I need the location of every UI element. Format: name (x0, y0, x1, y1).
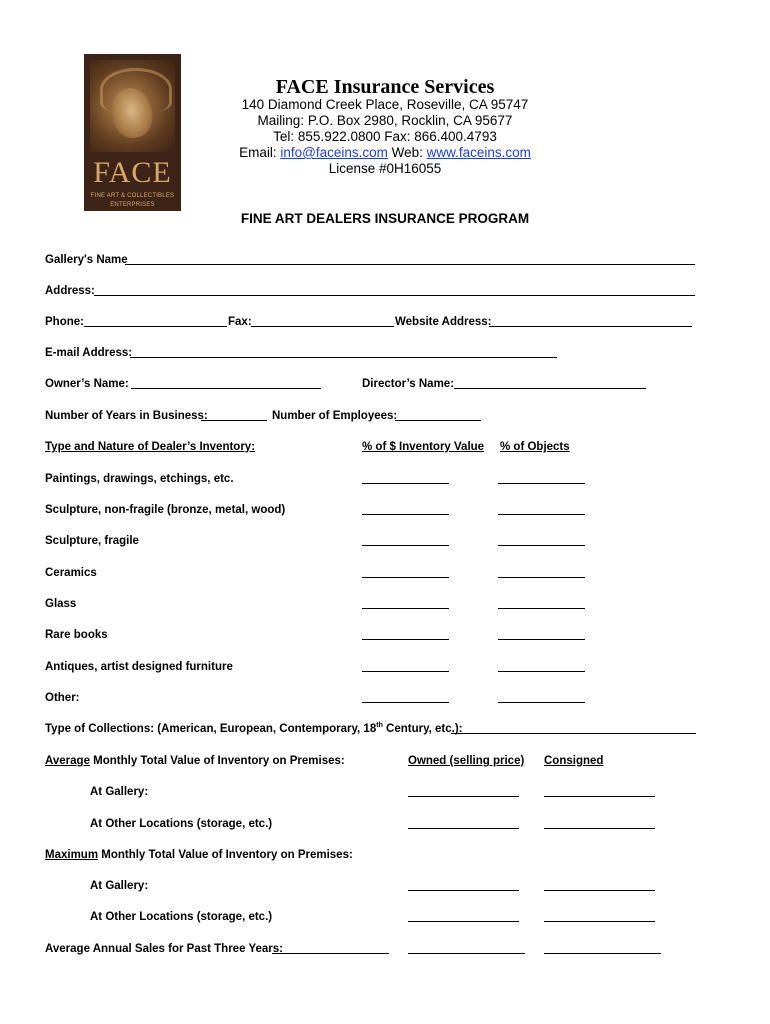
avg-at-gallery-label: At Gallery: (90, 786, 149, 798)
fax-field[interactable] (251, 326, 394, 327)
avg-gallery-consigned-field[interactable] (544, 796, 655, 797)
sales-year-2-field[interactable] (408, 953, 525, 954)
objects-field[interactable] (498, 702, 585, 703)
portrait-image (90, 60, 175, 152)
director-field[interactable] (454, 388, 646, 389)
max-other-locations-label: At Other Locations (storage, etc.) (90, 911, 273, 923)
license-number: License #0H16055 (328, 161, 442, 176)
inventory-value-field[interactable] (362, 514, 449, 515)
face-logo (84, 54, 181, 211)
sales-year-3-field[interactable] (544, 953, 661, 954)
objects-field[interactable] (498, 671, 585, 672)
email-address-field[interactable] (130, 357, 557, 358)
average-monthly-label: Average Monthly Total Value of Inventory on Premises: (45, 755, 345, 767)
collections-field[interactable] (451, 733, 696, 734)
years-label: Number of Years in Business: (45, 410, 208, 422)
contact-line (200, 145, 570, 161)
email-link[interactable]: info@faceins.com (280, 145, 388, 160)
phone-field[interactable] (84, 326, 227, 327)
years-field[interactable] (201, 420, 267, 421)
inventory-value-field[interactable] (362, 639, 449, 640)
employees-label: Number of Employees: (272, 410, 398, 422)
program-title: FINE ART DEALERS INSURANCE PROGRAM (240, 211, 530, 226)
email-label: Email: (239, 145, 281, 160)
website-label: Website Address: (395, 316, 492, 328)
objects-field[interactable] (498, 639, 585, 640)
inventory-row-label: Glass (45, 598, 77, 610)
email-address-label: E-mail Address: (45, 347, 133, 359)
inventory-row-label: Rare books (45, 629, 108, 641)
web-label: Web: (387, 145, 427, 160)
phone-label: Phone: (45, 316, 84, 328)
collections-label: Type of Collections: (American, European, Contemporary, 18th Century, etc.): (45, 722, 463, 735)
mailing-address: Mailing: P.O. Box 2980, Rocklin, CA 95677 (257, 113, 513, 128)
logo-wordmark: FACE (93, 156, 172, 189)
fax-label: Fax: (228, 316, 252, 328)
gallery-name-field[interactable] (125, 264, 695, 265)
website-link[interactable]: www.faceins.com (426, 145, 531, 160)
avg-other-owned-field[interactable] (408, 828, 519, 829)
inventory-value-field[interactable] (362, 483, 449, 484)
maximum-monthly-label: Maximum Monthly Total Value of Inventory on Premises: (45, 849, 353, 861)
inventory-row-label: Sculpture, non-fragile (bronze, metal, wood) (45, 504, 286, 516)
inventory-value-field[interactable] (362, 577, 449, 578)
employees-field[interactable] (395, 420, 481, 421)
inventory-value-field[interactable] (362, 608, 449, 609)
phone-fax: Tel: 855.922.0800 Fax: 866.400.4793 (273, 129, 497, 144)
avg-gallery-owned-field[interactable] (408, 796, 519, 797)
objects-field[interactable] (498, 545, 585, 546)
address-field[interactable] (94, 295, 695, 296)
owner-field[interactable] (131, 388, 321, 389)
logo-tagline: FINE ART & COLLECTIBLES (90, 193, 175, 199)
inventory-row-label: Paintings, drawings, etchings, etc. (45, 473, 234, 485)
inventory-row-label: Other: (45, 692, 80, 704)
consigned-header: Consigned (544, 755, 604, 767)
max-gallery-owned-field[interactable] (408, 890, 519, 891)
max-gallery-consigned-field[interactable] (544, 890, 655, 891)
company-name: FACE Insurance Services (275, 76, 495, 98)
inventory-row-label: Sculpture, fragile (45, 535, 139, 547)
avg-other-locations-label: At Other Locations (storage, etc.) (90, 818, 273, 830)
objects-field[interactable] (498, 608, 585, 609)
director-label: Director’s Name: (362, 378, 455, 390)
owner-label: Owner’s Name: (45, 378, 129, 390)
avg-other-consigned-field[interactable] (544, 828, 655, 829)
inventory-row-label: Antiques, artist designed furniture (45, 661, 233, 673)
inventory-value-field[interactable] (362, 671, 449, 672)
annual-sales-label: Average Annual Sales for Past Three Years: (45, 943, 283, 955)
owned-header: Owned (selling price) (408, 755, 525, 767)
max-other-owned-field[interactable] (408, 921, 519, 922)
inventory-value-header: % of $ Inventory Value (362, 441, 485, 453)
inventory-header: Type and Nature of Dealer’s Inventory: (45, 441, 256, 453)
objects-field[interactable] (498, 577, 585, 578)
max-at-gallery-label: At Gallery: (90, 880, 149, 892)
objects-field[interactable] (498, 483, 585, 484)
inventory-row-label: Ceramics (45, 567, 97, 579)
objects-field[interactable] (498, 514, 585, 515)
company-address: 140 Diamond Creek Place, Roseville, CA 95747 (241, 97, 529, 112)
max-other-consigned-field[interactable] (544, 921, 655, 922)
logo-tagline-2: ENTERPRISES (110, 202, 155, 208)
objects-header: % of Objects (500, 441, 570, 453)
website-field[interactable] (489, 326, 692, 327)
address-label: Address: (45, 285, 95, 297)
gallery-name-label: Gallery's Name (45, 254, 128, 266)
inventory-value-field[interactable] (362, 545, 449, 546)
sales-year-1-field[interactable] (272, 953, 389, 954)
inventory-value-field[interactable] (362, 702, 449, 703)
